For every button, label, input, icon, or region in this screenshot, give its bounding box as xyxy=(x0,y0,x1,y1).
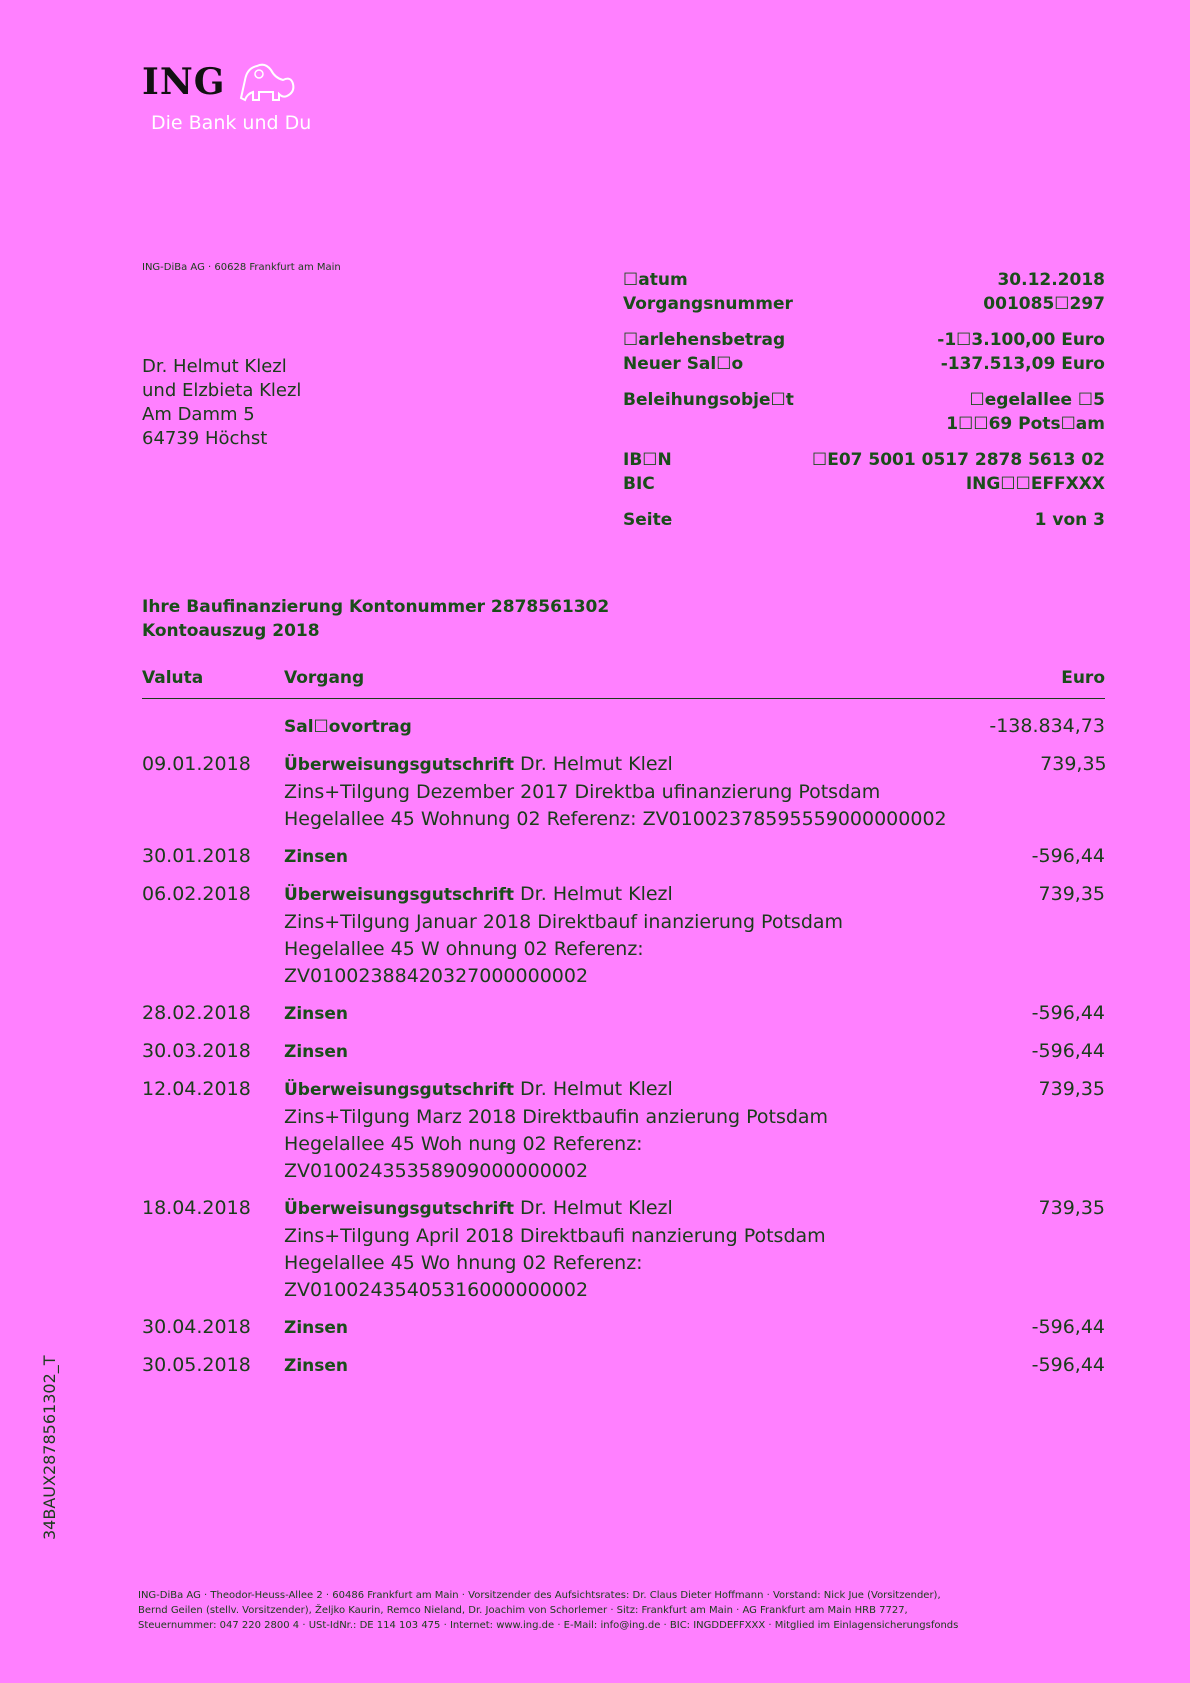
meta-label: Neuer Sal☐o xyxy=(623,354,744,374)
row-text-line: Hegelallee 45 W ohnung 02 Referenz: xyxy=(284,938,644,960)
table-row xyxy=(142,713,1105,741)
ing-logo xyxy=(142,58,297,106)
title-line: Ihre Baufinanzierung Kontonummer 2878561302 xyxy=(142,597,610,617)
row-date: 28.02.2018 xyxy=(142,1002,251,1024)
row-detail: Dr. Helmut Klezl xyxy=(514,1197,673,1219)
row-description xyxy=(284,1195,945,1304)
row-description xyxy=(284,1314,945,1342)
meta-value: -1☐3.100,00 Euro xyxy=(937,330,1105,350)
row-kind: Überweisungsgutschrift xyxy=(284,1199,514,1219)
row-date xyxy=(142,713,284,741)
meta-vorgangsnummer xyxy=(623,292,1105,316)
row-text-line: ZV01002388420327000000002 xyxy=(284,965,589,987)
row-kind: Zinsen xyxy=(284,1318,349,1338)
meta-seite xyxy=(623,508,1105,532)
row-amount: 739,35 xyxy=(1038,1197,1105,1219)
table-row xyxy=(142,1000,1105,1028)
meta-value: 001085☐297 xyxy=(983,294,1105,314)
tagline: Die Bank und Du xyxy=(151,112,312,134)
footer-line: Bernd Geilen (stellv. Vorsitzender), Željko Kaurin, Remco Nieland, Dr. Joachim von Schorlemer · Sitz: Frankfurt am Main · AG Frankfurt am Main HRB 7727, xyxy=(138,1605,908,1616)
table-row xyxy=(142,751,1105,833)
footer xyxy=(138,1588,1098,1633)
row-amount: -596,44 xyxy=(1031,1040,1105,1062)
row-text-line: Hegelallee 45 Woh nung 02 Referenz: xyxy=(284,1133,643,1155)
meta-label: ☐atum xyxy=(623,270,688,290)
table-row xyxy=(142,1038,1105,1066)
meta-value: 1☐☐69 Pots☐am xyxy=(946,414,1105,434)
row-amount: -596,44 xyxy=(1031,1002,1105,1024)
table-header xyxy=(142,668,1105,699)
meta-darlehensbetrag xyxy=(623,328,1105,352)
meta-value: 1 von 3 xyxy=(1034,510,1105,530)
row-description xyxy=(284,751,947,833)
row-kind: Überweisungsgutschrift xyxy=(284,1080,514,1100)
row-description xyxy=(284,1000,945,1028)
row-date: 06.02.2018 xyxy=(142,883,251,905)
row-amount: -138.834,73 xyxy=(989,715,1105,737)
row-date: 30.01.2018 xyxy=(142,845,251,867)
table-row xyxy=(142,1076,1105,1185)
row-amount: 739,35 xyxy=(1038,1078,1105,1100)
row-date: 18.04.2018 xyxy=(142,1197,251,1219)
meta-label: BIC xyxy=(623,474,655,494)
row-text-line: Zins+Tilgung Januar 2018 Direktbauf inanzierung Potsdam xyxy=(284,911,844,933)
transactions-table xyxy=(142,668,1105,1380)
row-text-line: Zins+Tilgung Marz 2018 Direktbaufin anzierung Potsdam xyxy=(284,1106,829,1128)
row-amount: -596,44 xyxy=(1031,1354,1105,1376)
row-kind: Überweisungsgutschrift xyxy=(284,755,514,775)
address-line: 64739 Höchst xyxy=(142,428,268,449)
meta-beleihungsobjekt xyxy=(623,388,1105,412)
row-kind: Sal☐ovortrag xyxy=(284,717,412,737)
row-date: 09.01.2018 xyxy=(142,753,251,775)
row-description xyxy=(284,1076,945,1185)
row-description xyxy=(284,843,945,871)
row-kind: Zinsen xyxy=(284,1356,349,1376)
col-vorgang: Vorgang xyxy=(284,668,365,688)
document-title xyxy=(142,595,609,643)
meta-bic xyxy=(623,472,1105,496)
row-text-line: ZV01002435358909000000002 xyxy=(284,1160,589,1182)
statement-meta xyxy=(623,268,1105,532)
row-description xyxy=(284,1352,945,1380)
row-amount: -596,44 xyxy=(1031,1316,1105,1338)
meta-label: Beleihungsobje☐t xyxy=(623,390,794,410)
row-date: 30.04.2018 xyxy=(142,1316,251,1338)
meta-value: ☐egelallee ☐5 xyxy=(969,390,1105,410)
row-description xyxy=(284,713,945,741)
row-detail: Dr. Helmut Klezl xyxy=(514,753,673,775)
logo-text: ING xyxy=(142,61,226,103)
row-amount: 739,35 xyxy=(1038,883,1105,905)
meta-label: ☐arlehensbetrag xyxy=(623,330,786,350)
row-description xyxy=(284,881,945,990)
table-row xyxy=(142,881,1105,990)
lion-icon xyxy=(235,58,297,106)
footer-line: Steuernummer: 047 220 2800 4 · USt-IdNr.: DE 114 103 475 · Internet: www.ing.de · E-Mail: info@ing.de · BIC: INGDDEFFXXX · Mitglied im Einlagensicherungsfonds xyxy=(138,1620,959,1631)
meta-beleihungsobjekt-2 xyxy=(623,412,1105,436)
col-euro: Euro xyxy=(1061,668,1105,688)
address-line: Dr. Helmut Klezl xyxy=(142,356,287,377)
row-date: 12.04.2018 xyxy=(142,1078,251,1100)
meta-datum xyxy=(623,268,1105,292)
recipient-address xyxy=(142,355,301,451)
meta-label: Seite xyxy=(623,510,673,530)
title-line: Kontoauszug 2018 xyxy=(142,621,320,641)
row-kind: Zinsen xyxy=(284,1004,349,1024)
meta-label: Vorgangsnummer xyxy=(623,294,793,314)
row-description xyxy=(284,1038,945,1066)
row-text-line: ZV01002435405316000000002 xyxy=(284,1279,589,1301)
row-kind: Zinsen xyxy=(284,1042,349,1062)
table-row xyxy=(142,1195,1105,1304)
row-text-line: Hegelallee 45 Wohnung 02 Referenz: ZV01002378595559000000002 xyxy=(284,808,947,830)
row-text-line: Zins+Tilgung Dezember 2017 Direktba ufinanzierung Potsdam xyxy=(284,781,881,803)
row-detail: Dr. Helmut Klezl xyxy=(514,883,673,905)
table-body xyxy=(142,713,1105,1380)
table-row xyxy=(142,1352,1105,1380)
meta-value: ING☐☐EFFXXX xyxy=(965,474,1105,494)
meta-neuer-saldo xyxy=(623,352,1105,376)
row-detail: Dr. Helmut Klezl xyxy=(514,1078,673,1100)
row-amount: 739,35 xyxy=(1040,753,1107,775)
row-amount: -596,44 xyxy=(1031,845,1105,867)
row-text-line: Zins+Tilgung April 2018 Direktbaufi nanzierung Potsdam xyxy=(284,1225,826,1247)
row-kind: Überweisungsgutschrift xyxy=(284,885,514,905)
side-identifier: 34BAUX2878561302_T xyxy=(40,1355,59,1540)
meta-label: IB☐N xyxy=(623,450,672,470)
meta-value: ☐E07 5001 0517 2878 5613 02 xyxy=(811,450,1105,470)
address-line: und Elzbieta Klezl xyxy=(142,380,302,401)
col-valuta: Valuta xyxy=(142,668,204,688)
row-date: 30.05.2018 xyxy=(142,1354,251,1376)
table-row xyxy=(142,843,1105,871)
meta-iban xyxy=(623,448,1105,472)
address-line: Am Damm 5 xyxy=(142,404,255,425)
sender-line: ING-DiBa AG · 60628 Frankfurt am Main xyxy=(142,262,341,273)
table-row xyxy=(142,1314,1105,1342)
row-date: 30.03.2018 xyxy=(142,1040,251,1062)
meta-value: -137.513,09 Euro xyxy=(940,354,1105,374)
row-text-line: Hegelallee 45 Wo hnung 02 Referenz: xyxy=(284,1252,643,1274)
footer-line: ING-DiBa AG · Theodor-Heuss-Allee 2 · 60486 Frankfurt am Main · Vorsitzender des Aufsichtsrates: Dr. Claus Dieter Hoffmann · Vorstand: Nick Jue (Vorsitzender), xyxy=(138,1590,941,1601)
meta-value: 30.12.2018 xyxy=(997,270,1105,290)
row-kind: Zinsen xyxy=(284,847,349,867)
